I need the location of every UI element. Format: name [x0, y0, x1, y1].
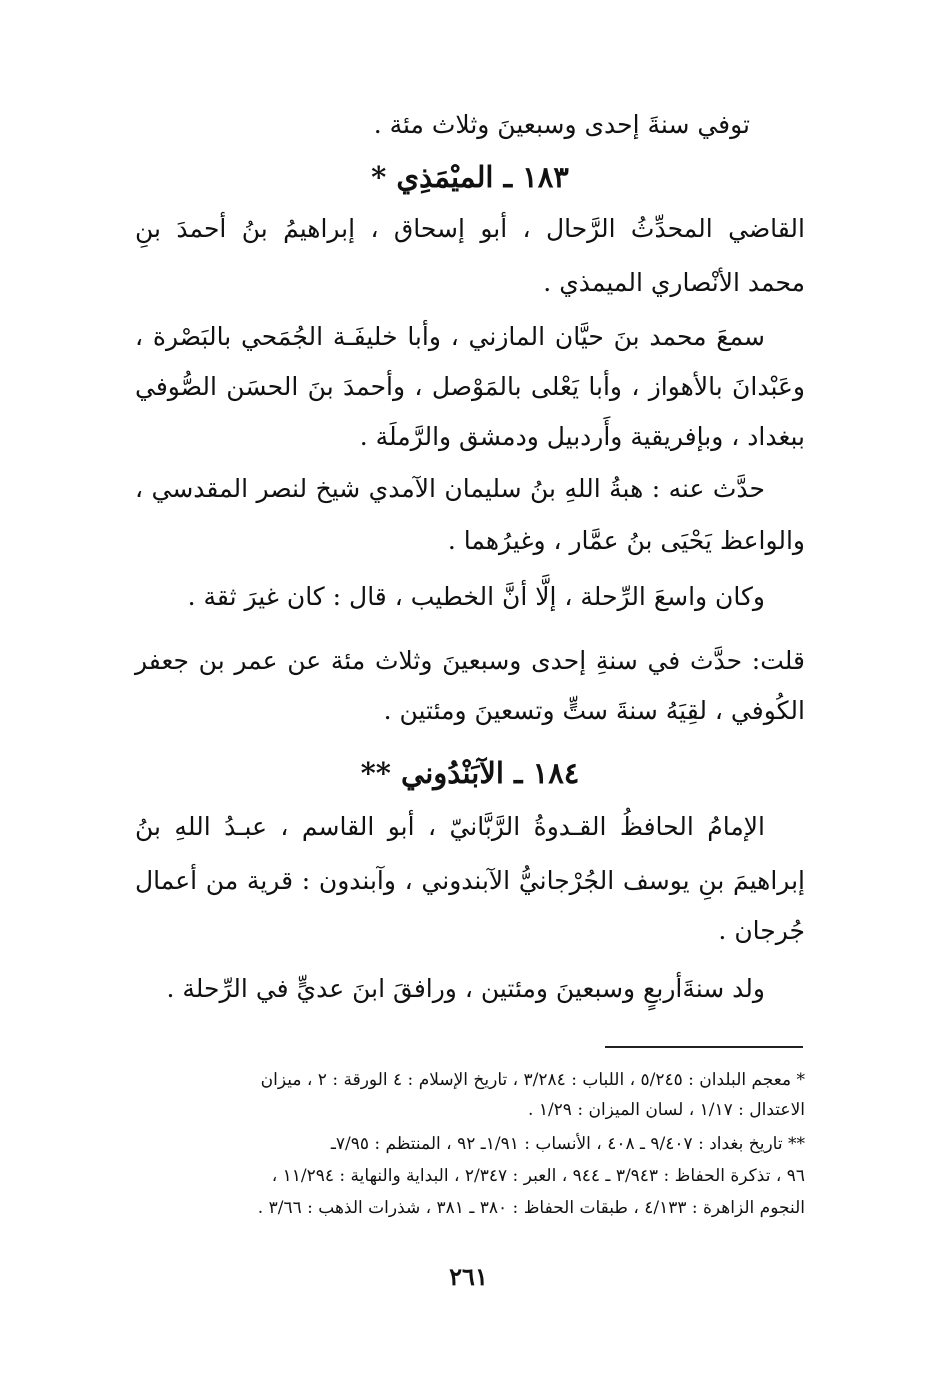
text-line: توفي سنةَ إحدى وسبعينَ وثلاث مئة .: [373, 110, 750, 139]
text-line: والواعظ يَحْيَى بنُ عمَّار ، وغيرُهما .: [447, 526, 805, 555]
text-line: القاضي المحدِّثُ الرَّحال ، أبو إسحاق ، إبراهيمُ بنُ أحمدَ بنِ: [135, 214, 805, 243]
footnote-1-line: الاعتدال : ١/١٧ ، لسان الميزان : ١/٢٩ .: [528, 1100, 805, 1120]
page-number: ٢٦١: [449, 1262, 488, 1291]
text-line: محمد الأنْصاري الميمذي .: [543, 268, 805, 297]
entry-heading-184: ١٨٤ ـ الآبَنْدُوني **: [360, 756, 580, 790]
text-line: إبراهيمَ بنِ يوسف الجُرْجانيُّ الآبندوني ، وآبندون : قرية من أعمال: [135, 866, 805, 895]
footnote-2-line: ** تاريخ بغداد : ٩/٤٠٧ ـ ٤٠٨ ، الأنساب : ١/٩١ـ ٩٢ ، المنتظم : ٧/٩٥ـ: [330, 1134, 805, 1154]
footnote-separator: [605, 1046, 803, 1048]
text-line: ببغداد ، وبإفريقية وأَردبيل ودمشق والرَّملَة .: [359, 422, 805, 451]
text-line: ولد سنةَأربعٍ وسبعينَ ومئتين ، ورافقَ ابنَ عديٍّ في الرِّحلة .: [166, 974, 765, 1003]
text-line: حدَّث عنه : هبةُ اللهِ بنُ سليمان الآمدي شيخ لنصر المقدسي ،: [135, 474, 765, 503]
footnote-2-line: النجوم الزاهرة : ٤/١٣٣ ، طبقات الحفاظ : ٣٨٠ ـ ٣٨١ ، شذرات الذهب : ٣/٦٦ .: [257, 1198, 805, 1218]
entry-heading-183: ١٨٣ ـ الميْمَذِي *: [371, 160, 569, 194]
footnote-2-line: ٩٦ ، تذكرة الحفاظ : ٣/٩٤٣ ـ ٩٤٤ ، العبر : ٢/٣٤٧ ، البداية والنهاية : ١١/٢٩٤ ،: [271, 1166, 805, 1186]
text-line: قلت: حدَّث في سنةِ إحدى وسبعينَ وثلاث مئة عن عمر بن جعفر: [135, 646, 805, 675]
text-line: جُرجان .: [718, 916, 805, 945]
text-line: وكان واسعَ الرِّحلة ، إلَّا أنَّ الخطيب ، قال : كان غيرَ ثقة .: [187, 582, 765, 611]
text-line: وعَبْدانَ بالأهواز ، وأبا يَعْلى بالمَوْصل ، وأحمدَ بنَ الحسَن الصُّوفي: [135, 372, 805, 401]
text-line: الكُوفي ، لقِيَهُ سنةَ ستٍّ وتسعينَ ومئتين .: [383, 696, 805, 725]
text-line: الإمامُ الحافظُ القـدوةُ الرَّبَّانيّ ، أبو القاسم ، عبـدُ اللهِ بنُ: [135, 812, 765, 841]
text-line: سمعَ محمد بنَ حيَّان المازني ، وأبا خليفَـة الجُمَحي بالبَصْرة ،: [135, 322, 765, 351]
footnote-1-line: * معجم البلدان : ٥/٢٤٥ ، اللباب : ٣/٢٨٤ ، تاريخ الإسلام : ٤ الورقة : ٢ ، ميزان: [260, 1070, 805, 1090]
